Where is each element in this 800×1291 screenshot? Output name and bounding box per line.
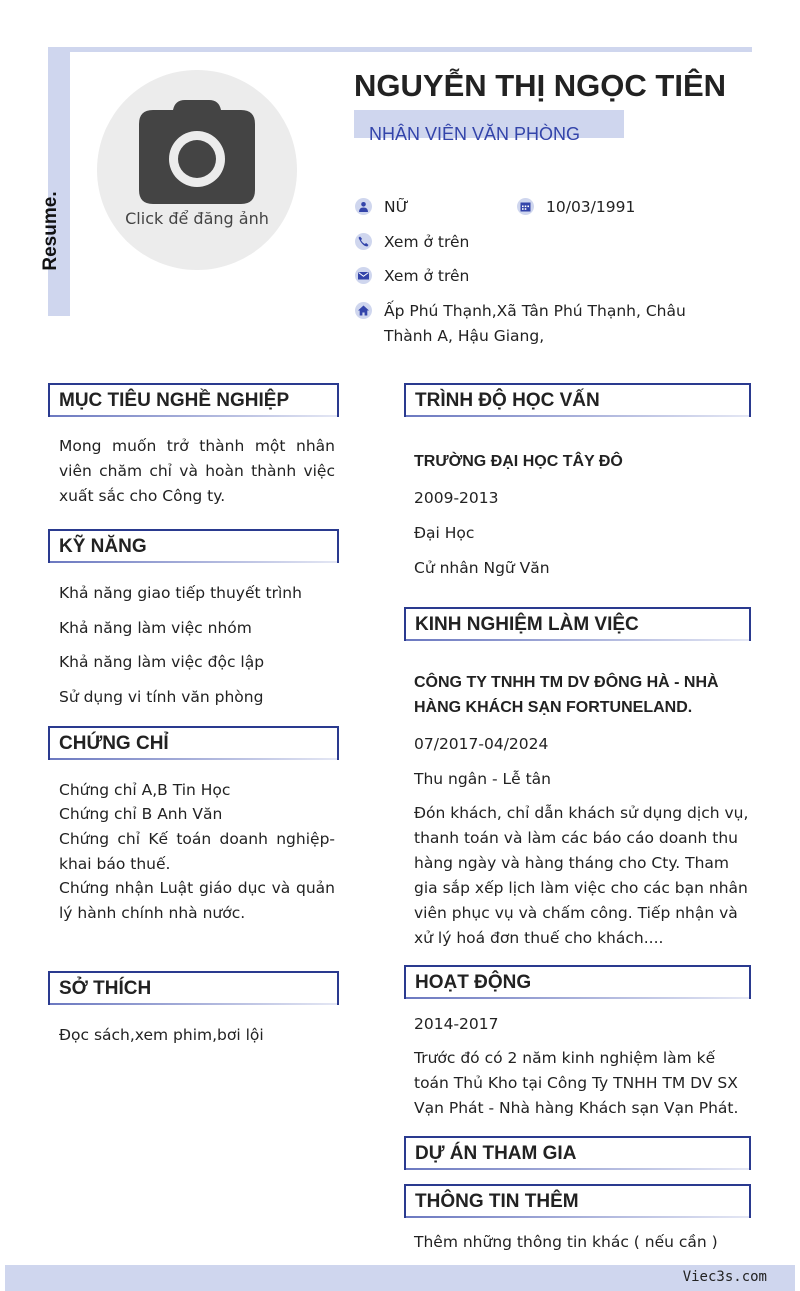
skills-heading	[48, 529, 339, 563]
skill-item: Khả năng làm việc độc lập	[59, 653, 265, 671]
activities-heading	[404, 965, 751, 999]
education-period: 2009-2013	[414, 489, 499, 507]
projects-heading	[404, 1136, 751, 1170]
gender-value: NỮ	[384, 198, 409, 216]
certificates-heading-text: CHỨNG CHỈ	[59, 733, 169, 754]
resume-side-label-text: Resume.	[40, 191, 61, 271]
experience-heading	[404, 607, 751, 641]
education-heading-text: TRÌNH ĐỘ HỌC VẤN	[415, 390, 600, 411]
activities-description: Trước đó có 2 năm kinh nghiệm làm kế toán Thủ Kho tại Công Ty TNHH TM DV SX Vạn Phát - Nhà hàng Khách sạn Vạn Phát.	[414, 1049, 739, 1117]
photo-upload[interactable]	[97, 70, 297, 270]
footer-brand: Viec3s.com	[682, 1269, 767, 1285]
camera-icon	[137, 100, 257, 204]
experience-company: CÔNG TY TNHH TM DV ĐÔNG HÀ - NHÀ HÀNG KHÁCH SẠN FORTUNELAND.	[414, 674, 719, 716]
certificate-item: Chứng chỉ Kế toán doanh nghiệp-khai báo thuế.	[59, 830, 335, 873]
email-icon	[355, 267, 372, 284]
experience-position: Thu ngân - Lễ tân	[414, 770, 551, 788]
additional-heading-text: THÔNG TIN THÊM	[415, 1191, 579, 1212]
skill-item: Sử dụng vi tính văn phòng	[59, 688, 264, 706]
top-accent-bar	[48, 47, 752, 52]
photo-caption: Click để đăng ảnh	[125, 209, 269, 228]
education-heading	[404, 383, 751, 417]
objective-heading	[48, 383, 339, 417]
candidate-name: NGUYỄN THỊ NGỌC TIÊN	[354, 68, 727, 103]
birthdate-value: 10/03/1991	[546, 198, 636, 216]
phone-value: Xem ở trên	[384, 233, 470, 251]
certificate-item: Chứng nhận Luật giáo dục và quản lý hành chính nhà nước.	[59, 879, 335, 922]
footer-bar	[5, 1265, 795, 1291]
certificates-heading	[48, 726, 339, 760]
objective-heading-text: MỤC TIÊU NGHỀ NGHIỆP	[59, 390, 290, 411]
certificate-item: Chứng chỉ A,B Tin Học	[59, 781, 231, 799]
projects-heading-text: DỰ ÁN THAM GIA	[415, 1143, 577, 1164]
activities-heading-text: HOẠT ĐỘNG	[415, 972, 532, 993]
email-value: Xem ở trên	[384, 267, 470, 285]
resume-side-label	[31, 181, 71, 281]
job-title: NHÂN VIÊN VĂN PHÒNG	[369, 124, 581, 144]
job-title-box	[354, 110, 624, 144]
phone-icon	[355, 233, 372, 250]
hobbies-heading	[48, 971, 339, 1005]
additional-text: Thêm những thông tin khác ( nếu cần )	[414, 1233, 718, 1251]
skills-heading-text: KỸ NĂNG	[59, 536, 147, 557]
user-icon	[355, 198, 372, 215]
certificate-item: Chứng chỉ B Anh Văn	[59, 805, 223, 823]
hobbies-heading-text: SỞ THÍCH	[59, 978, 152, 999]
activities-period: 2014-2017	[414, 1015, 499, 1033]
objective-text: Mong muốn trở thành một nhân viên chăm chỉ và hoàn thành việc xuất sắc cho Công ty.	[59, 437, 335, 505]
address-value: Ấp Phú Thạnh,Xã Tân Phú Thạnh, Châu Thành A, Hậu Giang,	[384, 302, 686, 345]
skill-item: Khả năng làm việc nhóm	[59, 619, 252, 637]
experience-period: 07/2017-04/2024	[414, 735, 549, 753]
education-school: TRƯỜNG ĐẠI HỌC TÂY ĐÔ	[414, 453, 623, 470]
experience-heading-text: KINH NGHIỆM LÀM VIỆC	[415, 614, 639, 635]
additional-heading	[404, 1184, 751, 1218]
education-degree: Cử nhân Ngữ Văn	[414, 559, 550, 577]
home-icon	[355, 302, 372, 319]
hobbies-text: Đọc sách,xem phim,bơi lội	[59, 1026, 264, 1044]
experience-description: Đón khách, chỉ dẫn khách sử dụng dịch vụ, thanh toán và làm các báo cáo doanh thu hàng ngày và hàng tháng cho Cty. Tham gia sắp xếp lịch làm việc cho các bạn nhân viên phục vụ và chấm công. Tiếp nhận và xử lý hoá đơn thuế cho khách....	[414, 804, 749, 947]
calendar-icon	[517, 198, 534, 215]
education-level: Đại Học	[414, 524, 475, 542]
skill-item: Khả năng giao tiếp thuyết trình	[59, 584, 302, 602]
